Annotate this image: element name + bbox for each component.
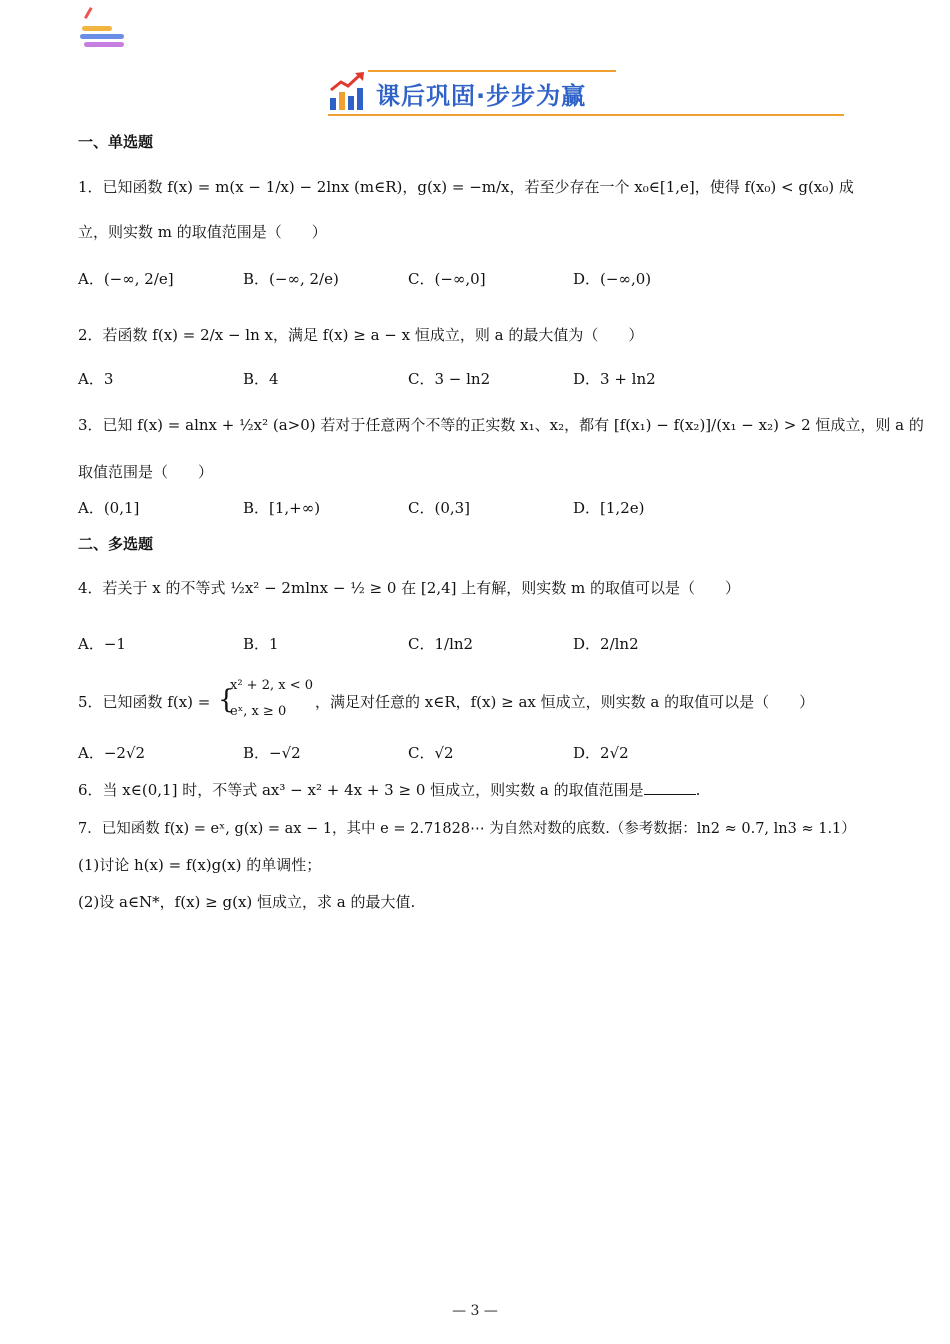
question-6-end: . bbox=[695, 781, 701, 799]
question-2-option-d: D．3 + ln2 bbox=[573, 370, 656, 388]
question-4-option-a: A．−1 bbox=[78, 635, 126, 653]
pencil-icon bbox=[84, 7, 103, 25]
question-1-option-c: C．(−∞,0] bbox=[408, 270, 486, 288]
question-5-stem-suffix: ，满足对任意的 x∈R，f(x) ≥ ax 恒成立，则实数 a 的取值可以是（ ） bbox=[315, 693, 815, 711]
question-7-part-1: (1)讨论 h(x) = f(x)g(x) 的单调性； bbox=[78, 856, 322, 874]
section-multiple-choice: 二、多选题 bbox=[78, 535, 154, 553]
question-3-option-b: B．[1,+∞) bbox=[243, 499, 321, 517]
question-2-stem: 2．若函数 f(x) = 2/x − ln x，满足 f(x) ≥ a − x 恒成立，则 a 的最大值为（ ） bbox=[78, 326, 644, 344]
question-6-stem: 6．当 x∈(0,1] 时，不等式 ax³ − x² + 4x + 3 ≥ 0 恒成立，则实数 a 的取值范围是 bbox=[78, 781, 644, 799]
question-7-stem: 7．已知函数 f(x) = eˣ, g(x) = ax − 1，其中 e = 2.71828⋯ 为自然对数的底数.（参考数据：ln2 ≈ 0.7, ln3 ≈ 1.1） bbox=[78, 821, 856, 837]
question-3-option-c: C．(0,3] bbox=[408, 499, 471, 517]
question-2-option-b: B．4 bbox=[243, 370, 279, 388]
question-1-option-b: B．(−∞, 2/e) bbox=[243, 270, 339, 288]
question-1-line-2: 立，则实数 m 的取值范围是（ ） bbox=[78, 223, 327, 241]
question-7-part-2: (2)设 a∈N*，f(x) ≥ g(x) 恒成立，求 a 的最大值. bbox=[78, 893, 416, 911]
growth-chart-icon bbox=[328, 72, 368, 112]
question-1-option-a: A．(−∞, 2/e] bbox=[78, 270, 174, 288]
question-2-option-c: C．3 − ln2 bbox=[408, 370, 491, 388]
question-3-option-a: A．(0,1] bbox=[78, 499, 140, 517]
page-number: — 3 — bbox=[452, 1303, 498, 1319]
question-1-option-d: D．(−∞,0) bbox=[573, 270, 652, 288]
question-5-case-1: x² + 2, x < 0 bbox=[230, 678, 313, 693]
title-banner bbox=[328, 66, 618, 114]
title-bottom-rule bbox=[328, 114, 844, 116]
title-top-rule bbox=[368, 70, 616, 72]
answer-blank bbox=[644, 780, 696, 795]
question-5-option-d: D．2√2 bbox=[573, 744, 629, 762]
question-5-option-c: C．√2 bbox=[408, 744, 454, 762]
question-5-case-2: eˣ, x ≥ 0 bbox=[230, 704, 287, 719]
question-3-line-2: 取值范围是（ ） bbox=[78, 463, 214, 481]
question-2-option-a: A．3 bbox=[78, 370, 114, 388]
book-stack-icon bbox=[80, 10, 128, 50]
question-5-stem-prefix: 5．已知函数 f(x) = bbox=[78, 693, 211, 711]
question-4-option-c: C．1/ln2 bbox=[408, 635, 474, 653]
question-6 bbox=[78, 779, 700, 800]
piecewise-brace: { bbox=[218, 685, 235, 715]
section-single-choice: 一、单选题 bbox=[78, 133, 154, 151]
question-3-option-d: D．[1,2e) bbox=[573, 499, 645, 517]
question-5-option-b: B．−√2 bbox=[243, 744, 301, 762]
page-title: 课后巩固·步步为赢 bbox=[376, 82, 587, 110]
question-3-line-1: 3．已知 f(x) = alnx + ½x² (a>0) 若对于任意两个不等的正实数 x₁、x₂，都有 [f(x₁) − f(x₂)]/(x₁ − x₂) > 2 恒成立，则 a 的 bbox=[78, 416, 924, 434]
question-4-option-d: D．2/ln2 bbox=[573, 635, 639, 653]
question-4-option-b: B．1 bbox=[243, 635, 279, 653]
question-4-stem: 4．若关于 x 的不等式 ½x² − 2mlnx − ½ ≥ 0 在 [2,4] 上有解，则实数 m 的取值可以是（ ） bbox=[78, 579, 741, 597]
question-5-option-a: A．−2√2 bbox=[78, 744, 146, 762]
question-1-line-1: 1．已知函数 f(x) = m(x − 1/x) − 2lnx (m∈R)，g(x) = −m/x，若至少存在一个 x₀∈[1,e]，使得 f(x₀) < g(x₀) 成 bbox=[78, 178, 854, 196]
